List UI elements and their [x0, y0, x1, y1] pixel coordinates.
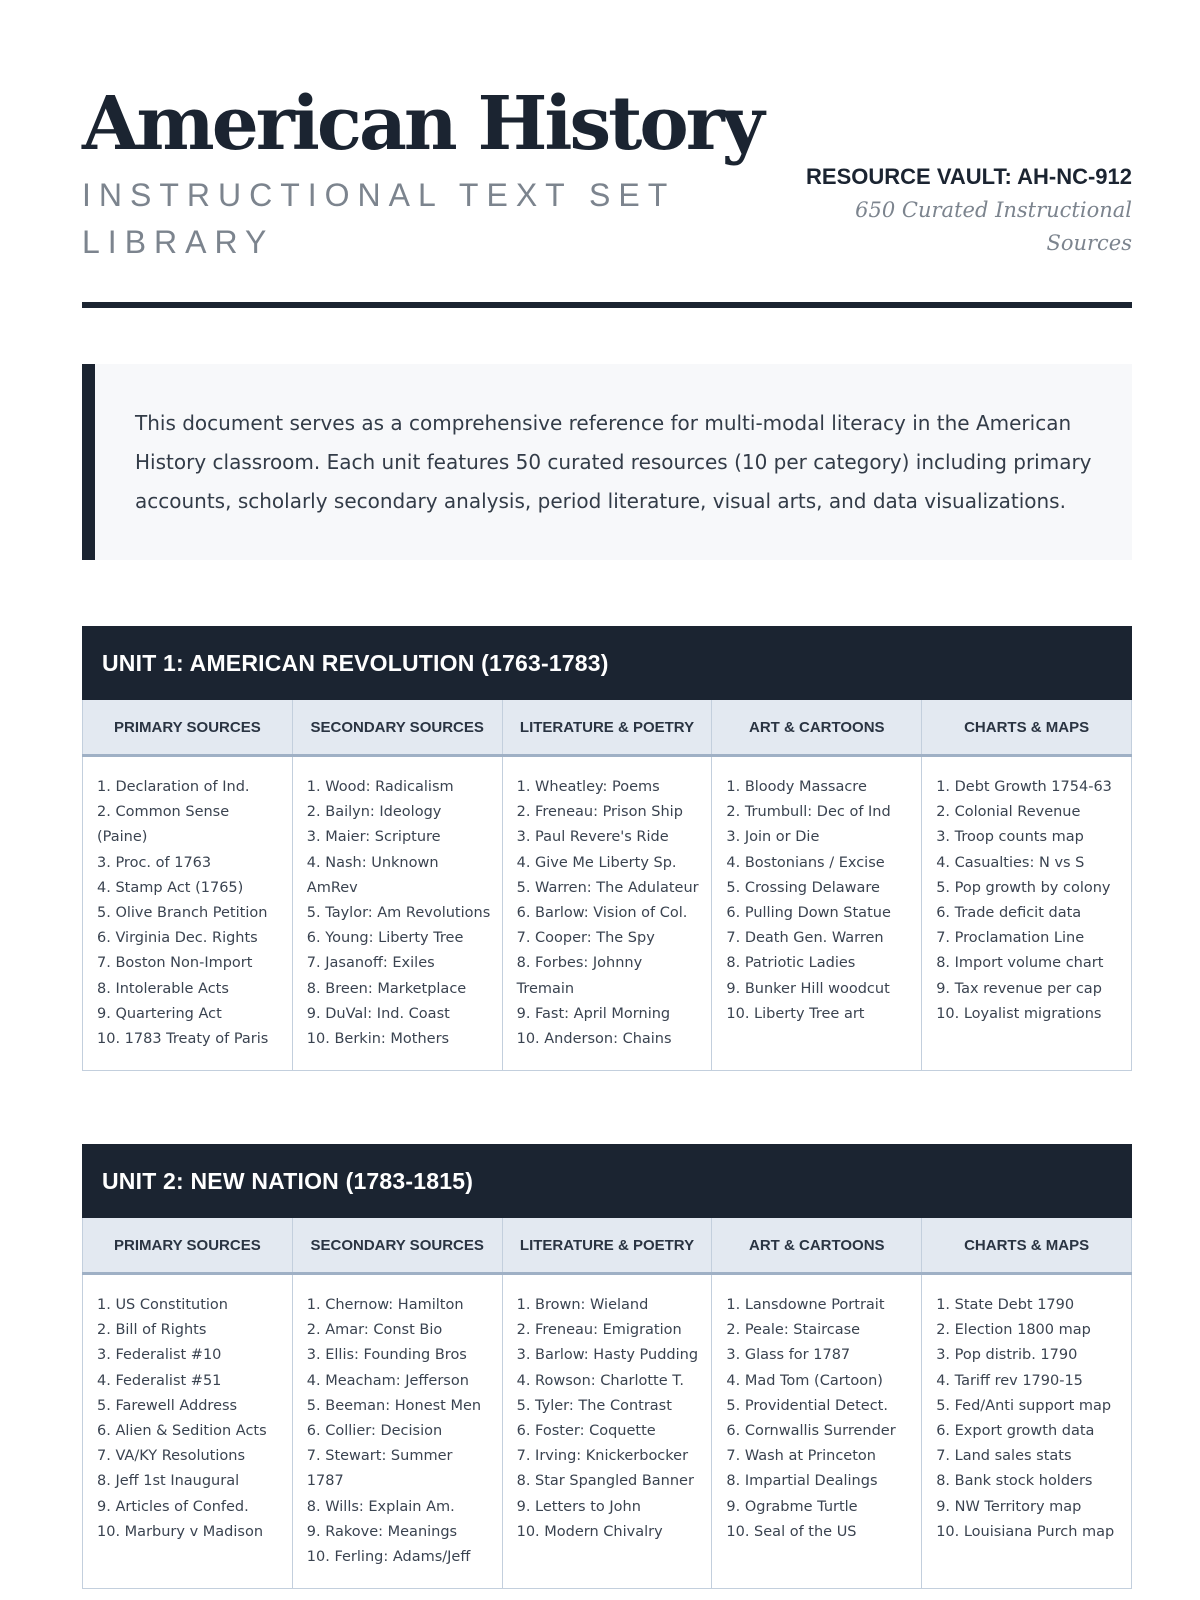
- list-item: 2. Amar: Const Bio: [306, 1322, 443, 1339]
- list-item: 9. DuVal: Ind. Coast: [306, 1005, 450, 1022]
- list-item: 5. Farewell Address: [97, 1397, 238, 1414]
- column-header-literature: LITERATURE & POETRY: [502, 700, 712, 756]
- list-item: 8. Bank stock holders: [936, 1473, 1093, 1490]
- list-item: 8. Star Spangled Banner: [516, 1473, 694, 1490]
- list-item: 5. Crossing Delaware: [726, 879, 880, 896]
- list-item: 10. Modern Chivalry: [516, 1523, 663, 1540]
- list-item: 3. Ellis: Founding Bros: [306, 1347, 467, 1364]
- page-title: American History: [82, 81, 762, 167]
- header-divider: [82, 302, 1132, 308]
- unit-title: UNIT 1: AMERICAN REVOLUTION (1763-1783): [82, 626, 1132, 700]
- list-item: 1. Declaration of Ind.: [97, 779, 250, 795]
- list-item: 9. Fast: April Morning: [516, 1005, 671, 1022]
- list-item: 6. Pulling Down Statue: [726, 905, 891, 922]
- list-item: 10. Berkin: Mothers: [306, 1031, 450, 1048]
- column-art: [712, 1274, 922, 1589]
- column-primary: [83, 756, 293, 1071]
- list-item: 6. Virginia Dec. Rights: [97, 930, 258, 947]
- document-header: [82, 80, 1132, 306]
- list-item: 4. Federalist #51: [97, 1372, 222, 1389]
- intro-callout: [82, 364, 1132, 560]
- list-item: 3. Proc. of 1763: [97, 854, 212, 871]
- list-item: 5. Olive Branch Petition: [97, 905, 268, 922]
- list-item: 5. Warren: The Adulateur: [516, 879, 699, 896]
- list-item: 7. VA/KY Resolutions: [97, 1448, 246, 1465]
- resource-list: [726, 775, 911, 1027]
- list-item: 5. Providential Detect.: [726, 1397, 888, 1414]
- column-header-primary: PRIMARY SOURCES: [83, 700, 293, 756]
- column-header-charts: CHARTS & MAPS: [922, 700, 1132, 756]
- list-item: 3. Troop counts map: [936, 829, 1084, 846]
- list-item: 9. Ograbme Turtle: [726, 1498, 858, 1515]
- list-item: 6. Collier: Decision: [306, 1423, 443, 1440]
- resource-list: [307, 775, 492, 1052]
- list-item: 4. Mad Tom (Cartoon): [726, 1372, 883, 1389]
- column-header-art: ART & CARTOONS: [712, 700, 922, 756]
- list-item: 3. Federalist #10: [97, 1347, 222, 1364]
- list-item: 1. Bloody Massacre: [726, 779, 867, 795]
- list-item: 8. Wills: Explain Am.: [306, 1498, 455, 1515]
- column-charts: [922, 756, 1132, 1071]
- unit-resource-table: [82, 700, 1132, 1071]
- resource-list: [307, 1293, 492, 1570]
- list-item: 4. Give Me Liberty Sp.: [516, 854, 677, 871]
- list-item: 2. Common Sense (Paine): [97, 804, 230, 846]
- resource-vault: [772, 162, 1132, 260]
- list-item: 7. Stewart: Summer 1787: [306, 1448, 453, 1490]
- list-item: 2. Bill of Rights: [97, 1322, 207, 1339]
- list-item: 6. Export growth data: [936, 1423, 1095, 1440]
- list-item: 6. Young: Liberty Tree: [306, 930, 464, 947]
- list-item: 10. Loyalist migrations: [936, 1005, 1102, 1022]
- list-item: 7. Irving: Knickerbocker: [516, 1448, 689, 1465]
- list-item: 7. Land sales stats: [936, 1448, 1072, 1465]
- list-item: 2. Trumbull: Dec of Ind: [726, 804, 891, 821]
- list-item: 4. Meacham: Jefferson: [306, 1372, 469, 1389]
- list-item: 5. Taylor: Am Revolutions: [306, 905, 491, 922]
- column-art: [712, 756, 922, 1071]
- list-item: 2. Peale: Staircase: [726, 1322, 861, 1339]
- list-item: 8. Forbes: Johnny Tremain: [516, 955, 643, 997]
- list-item: 5. Pop growth by colony: [936, 879, 1111, 896]
- table-header-row: [83, 1218, 1132, 1274]
- list-item: 3. Maier: Scripture: [306, 829, 441, 846]
- column-header-charts: CHARTS & MAPS: [922, 1218, 1132, 1274]
- column-header-literature: LITERATURE & POETRY: [502, 1218, 712, 1274]
- table-header-row: [83, 700, 1132, 756]
- list-item: 9. Articles of Confed.: [97, 1498, 249, 1515]
- list-item: 1. Debt Growth 1754-63: [936, 779, 1112, 795]
- list-item: 10. Seal of the US: [726, 1523, 857, 1540]
- list-item: 10. Liberty Tree art: [726, 1005, 865, 1022]
- list-item: 4. Nash: Unknown AmRev: [306, 854, 439, 896]
- list-item: 5. Beeman: Honest Men: [306, 1397, 482, 1414]
- list-item: 2. Freneau: Prison Ship: [516, 804, 683, 821]
- list-item: 10. Anderson: Chains: [516, 1031, 672, 1048]
- column-header-primary: PRIMARY SOURCES: [83, 1218, 293, 1274]
- column-secondary: [292, 1274, 502, 1589]
- list-item: 2. Freneau: Emigration: [516, 1322, 682, 1339]
- unit-resource-table: [82, 1218, 1132, 1589]
- list-item: 1. Wheatley: Poems: [516, 779, 660, 795]
- column-literature: [502, 756, 712, 1071]
- list-item: 7. Wash at Princeton: [726, 1448, 876, 1465]
- list-item: 3. Join or Die: [726, 829, 820, 846]
- list-item: 4. Casualties: N vs S: [936, 854, 1085, 871]
- list-item: 4. Stamp Act (1765): [97, 879, 244, 896]
- list-item: 7. Proclamation Line: [936, 930, 1085, 947]
- column-header-secondary: SECONDARY SOURCES: [292, 1218, 502, 1274]
- list-item: 5. Tyler: The Contrast: [516, 1397, 672, 1414]
- list-item: 6. Foster: Coquette: [516, 1423, 656, 1440]
- list-item: 1. Chernow: Hamilton: [306, 1297, 464, 1313]
- list-item: 8. Import volume chart: [936, 955, 1104, 972]
- column-secondary: [292, 756, 502, 1071]
- table-row: [83, 756, 1132, 1071]
- list-item: 7. Boston Non-Import: [97, 955, 253, 972]
- list-item: 1. State Debt 1790: [936, 1297, 1075, 1313]
- list-item: 2. Election 1800 map: [936, 1322, 1091, 1339]
- list-item: 9. Rakove: Meanings: [306, 1523, 458, 1540]
- vault-description: 650 Curated Instructional Sources: [855, 198, 1132, 255]
- list-item: 8. Breen: Marketplace: [306, 980, 467, 997]
- column-header-secondary: SECONDARY SOURCES: [292, 700, 502, 756]
- unit-title: UNIT 2: NEW NATION (1783-1815): [82, 1144, 1132, 1218]
- list-item: 10. Ferling: Adams/Jeff: [306, 1549, 471, 1566]
- resource-list: [517, 775, 702, 1052]
- list-item: 4. Bostonians / Excise: [726, 854, 885, 871]
- unit-section-2: [82, 1144, 1132, 1589]
- list-item: 4. Rowson: Charlotte T.: [516, 1372, 685, 1389]
- list-item: 3. Paul Revere's Ride: [516, 829, 669, 846]
- unit-section-1: [82, 626, 1132, 1071]
- vault-code: RESOURCE VAULT: AH-NC-912: [806, 164, 1132, 189]
- list-item: 2. Colonial Revenue: [936, 804, 1081, 821]
- intro-text: This document serves as a comprehensive reference for multi-modal literacy in the American History classroom. Each unit features 50 curated resources (10 per category) including primary accounts, scholarly secondary analysis, period literature, visual arts, and data visualizations.: [135, 411, 1092, 513]
- list-item: 9. Letters to John: [516, 1498, 641, 1515]
- list-item: 3. Pop distrib. 1790: [936, 1347, 1078, 1364]
- column-primary: [83, 1274, 293, 1589]
- resource-list: [97, 1293, 282, 1545]
- column-charts: [922, 1274, 1132, 1589]
- list-item: 1. Lansdowne Portrait: [726, 1297, 885, 1313]
- list-item: 4. Tariff rev 1790-15: [936, 1372, 1083, 1389]
- list-item: 2. Bailyn: Ideology: [306, 804, 442, 821]
- list-item: 6. Alien & Sedition Acts: [97, 1423, 267, 1440]
- column-literature: [502, 1274, 712, 1589]
- list-item: 10. Marbury v Madison: [97, 1523, 264, 1540]
- list-item: 7. Death Gen. Warren: [726, 930, 884, 947]
- list-item: 9. Quartering Act: [97, 1005, 222, 1022]
- list-item: 5. Fed/Anti support map: [936, 1397, 1112, 1414]
- list-item: 9. Bunker Hill woodcut: [726, 980, 890, 997]
- list-item: 6. Trade deficit data: [936, 905, 1082, 922]
- table-row: [83, 1274, 1132, 1589]
- list-item: 1. Brown: Wieland: [516, 1297, 649, 1313]
- list-item: 8. Jeff 1st Inaugural: [97, 1473, 240, 1490]
- resource-list: [936, 1293, 1121, 1545]
- list-item: 10. 1783 Treaty of Paris: [97, 1031, 269, 1048]
- list-item: 8. Impartial Dealings: [726, 1473, 878, 1490]
- list-item: 8. Intolerable Acts: [97, 980, 229, 997]
- resource-list: [97, 775, 282, 1052]
- list-item: 6. Barlow: Vision of Col.: [516, 905, 688, 922]
- list-item: 10. Louisiana Purch map: [936, 1523, 1115, 1540]
- column-header-art: ART & CARTOONS: [712, 1218, 922, 1274]
- list-item: 7. Jasanoff: Exiles: [306, 955, 435, 972]
- list-item: 3. Barlow: Hasty Pudding: [516, 1347, 699, 1364]
- list-item: 1. Wood: Radicalism: [306, 779, 454, 795]
- list-item: 1. US Constitution: [97, 1297, 228, 1313]
- resource-list: [726, 1293, 911, 1545]
- list-item: 6. Cornwallis Surrender: [726, 1423, 896, 1440]
- list-item: 8. Patriotic Ladies: [726, 955, 856, 972]
- page-subtitle: INSTRUCTIONAL TEXT SET LIBRARY: [82, 177, 675, 260]
- resource-list: [936, 775, 1121, 1027]
- list-item: 9. NW Territory map: [936, 1498, 1082, 1515]
- list-item: 9. Tax revenue per cap: [936, 980, 1102, 997]
- resource-list: [517, 1293, 702, 1545]
- list-item: 3. Glass for 1787: [726, 1347, 851, 1364]
- list-item: 7. Cooper: The Spy: [516, 930, 655, 947]
